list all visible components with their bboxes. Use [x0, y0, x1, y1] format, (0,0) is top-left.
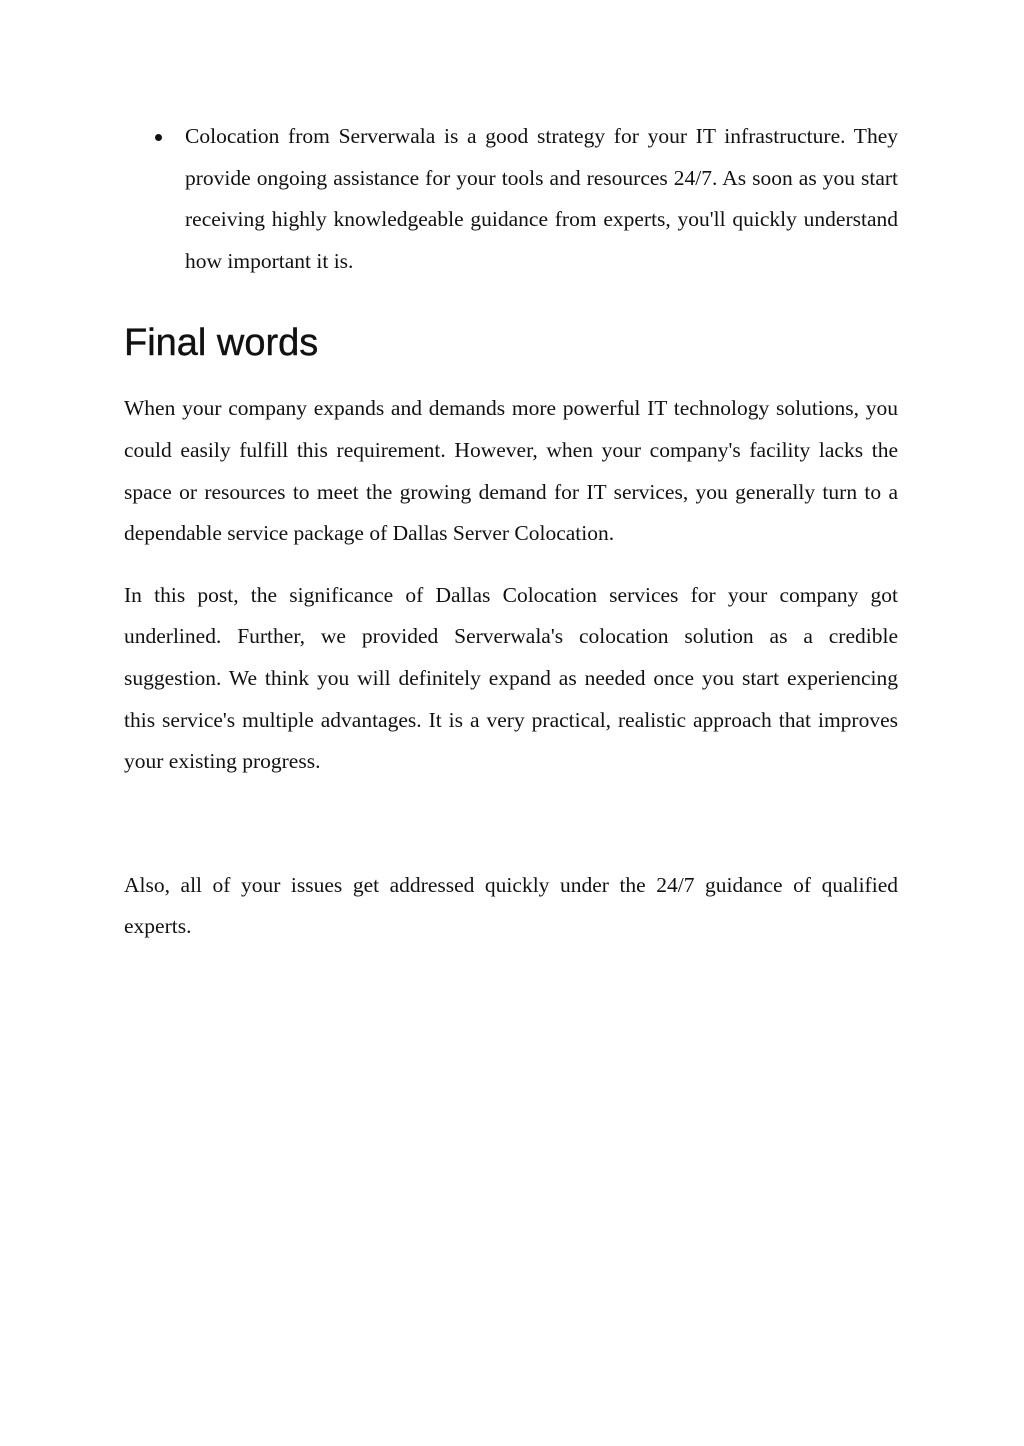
bullet-text: Colocation from Serverwala is a good strategy for your IT infrastructure. They provide ongoing assistance for your tools and resources 24/7. As soon as you start receiving highly knowledgeable guidance from experts, you'll quickly understand how important it is.: [185, 124, 898, 273]
bullet-list: [124, 116, 898, 282]
document-page: [124, 116, 898, 948]
paragraph-3: Also, all of your issues get addressed quickly under the 24/7 guidance of qualified experts.: [124, 872, 898, 939]
list-item: [124, 116, 898, 282]
paragraph-1: When your company expands and demands more powerful IT technology solutions, you could easily fulfill this requirement. However, when your company's facility lacks the space or resources to meet the growing demand for IT services, you generally turn to a dependable service package of Dallas Server Colocation.: [124, 396, 898, 546]
paragraph-2: In this post, the significance of Dallas Colocation services for your company got underlined. Further, we provided Serverwala's colocation solution as a credible suggestion. We think you will definitely expand as needed once you start experiencing this service's multiple advantages. It is a very practical, realistic approach that improves your existing progress.: [124, 582, 898, 774]
bullet-dot-icon: [155, 134, 162, 141]
section-heading: Final words: [124, 322, 319, 365]
